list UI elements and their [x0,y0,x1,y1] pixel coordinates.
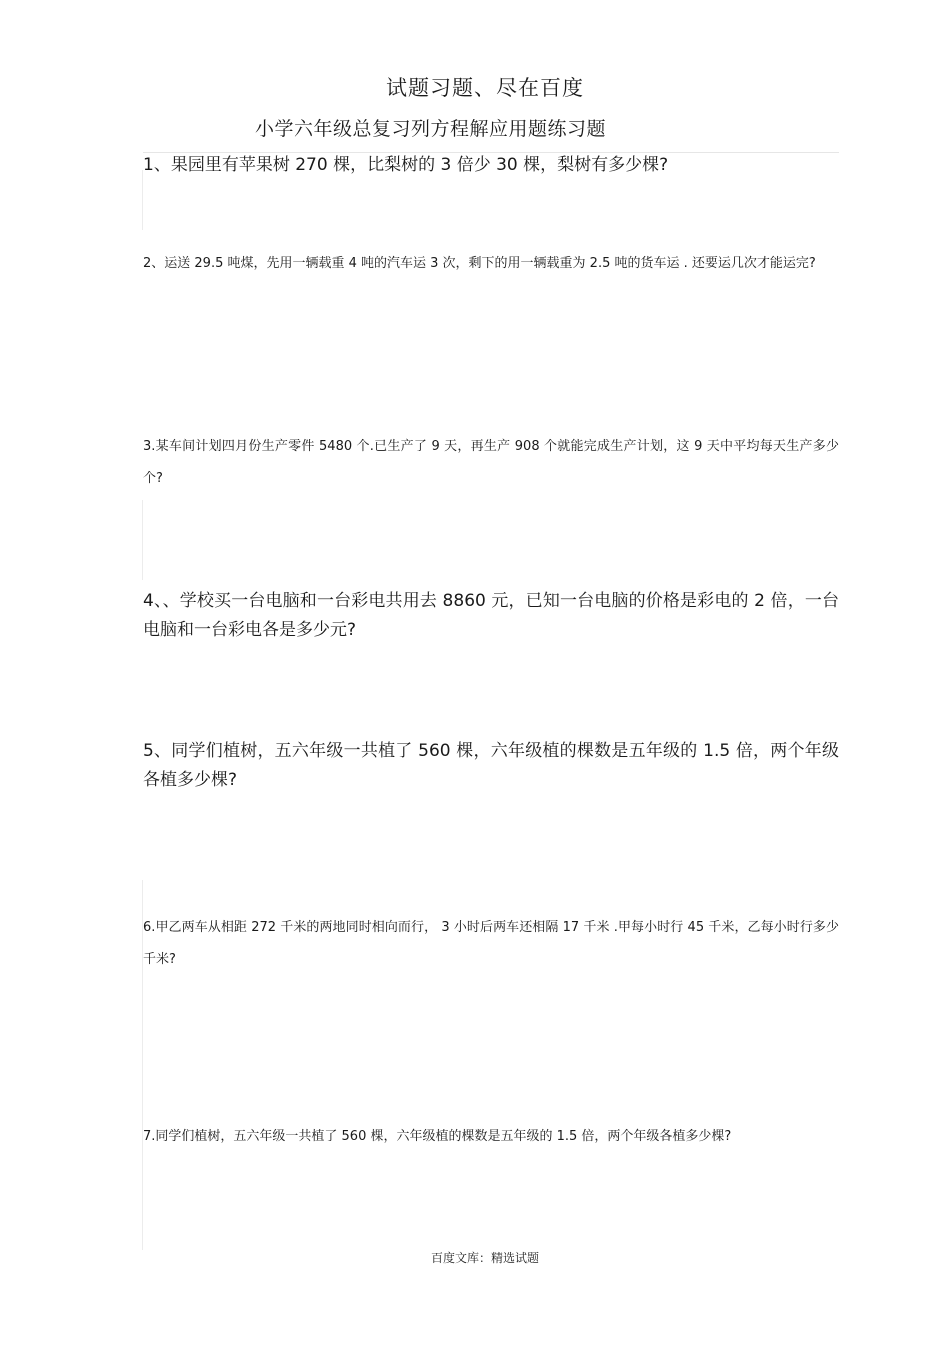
question-3: 3.某车间计划四月份生产零件 5480 个.已生产了 9 天，再生产 908 个就能完成生产计划，这 9 天中平均每天生产多少个? [143,439,839,486]
footer-text: 百度文库：精选试题 [430,1251,539,1265]
page-title: 试题习题、尽在百度 [386,76,584,100]
question-6: 6.甲乙两车从相距 272 千米的两地同时相向而行， 3 小时后两车还相隔 17 千米 .甲每小时行 45 千米，乙每小时行多少千米? [143,920,839,967]
question-2: 2、运送 29.5 吨煤，先用一辆载重 4 吨的汽车运 3 次，剩下的用一辆载重为 2.5 吨的货车运 . 还要运几次才能运完? [143,256,816,271]
question-4: 4、、学校买一台电脑和一台彩电共用去 8860 元，已知一台电脑的价格是彩电的 2 倍，一台电脑和一台彩电各是多少元? [143,591,839,640]
question-1: 1、果园里有苹果树 270 棵，比梨树的 3 倍少 30 棵，梨树有多少棵? [143,155,669,175]
worksheet-subtitle: 小学六年级总复习列方程解应用题练习题 [255,118,607,140]
question-7: 7.同学们植树，五六年级一共植了 560 棵，六年级植的棵数是五年级的 1.5 倍，两个年级各植多少棵? [143,1129,732,1144]
margin-line [142,500,143,580]
question-5: 5、同学们植树，五六年级一共植了 560 棵，六年级植的棵数是五年级的 1.5 倍，两个年级各植多少棵? [143,741,839,790]
